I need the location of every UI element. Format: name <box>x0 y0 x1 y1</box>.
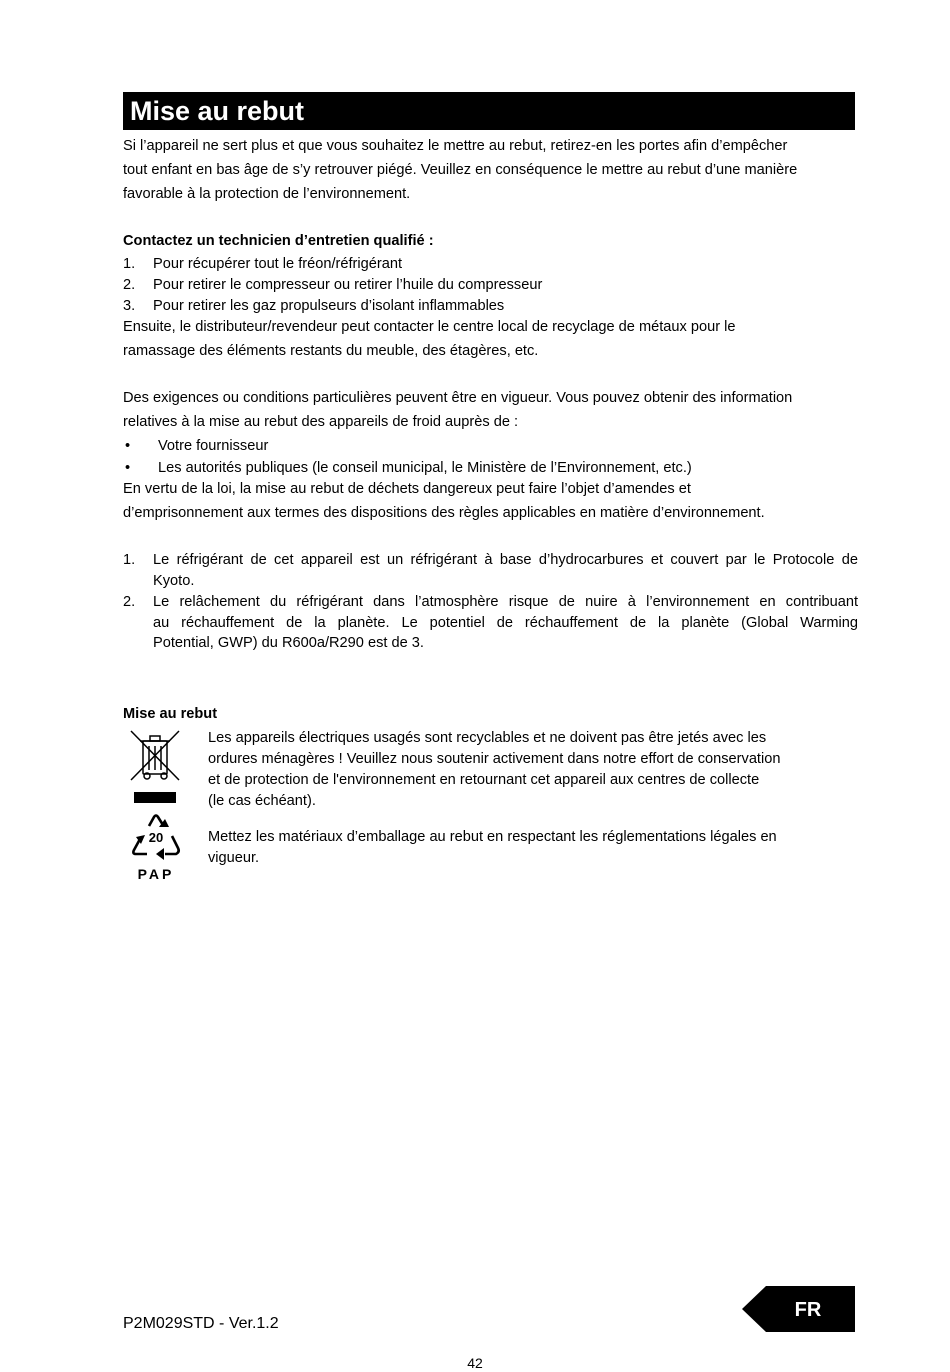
list-text: Pour retirer le compresseur ou retirer l’huile du compresseur <box>153 277 543 293</box>
list-line: Kyoto. <box>153 572 195 589</box>
list-number: 2. <box>123 277 136 293</box>
intro-line: Si l’appareil ne sert plus et que vous souhaitez le mettre au rebut, retirez-en les portes afin d’empêcher <box>123 138 788 154</box>
list-text: Pour retirer les gaz propulseurs d’isolant inflammables <box>153 298 505 314</box>
paragraph-line: Mettez les matériaux d’emballage au rebut en respectant les réglementations légales en <box>208 829 777 845</box>
requirements-paragraph <box>123 386 858 434</box>
contact-heading: Contactez un technicien d’entretien qualifié : <box>123 233 434 249</box>
bullet-text: Votre fournisseur <box>158 438 269 454</box>
list-line: Le réfrigérant de cet appareil est un réfrigérant à base d’hydrocarbures et couvert par le Protocole de <box>153 552 858 568</box>
paragraph-line: relatives à la mise au rebut des appareils de froid auprès de : <box>123 414 519 430</box>
list-text: Pour récupérer tout le fréon/réfrigérant <box>153 256 403 272</box>
disposal-heading: Mise au rebut <box>123 706 218 722</box>
list-line: Potential, GWP) du R600a/R290 est de 3. <box>153 635 424 651</box>
paragraph-line: ramassage des éléments restants du meuble, des étagères, etc. <box>123 343 539 359</box>
language-label: FR <box>794 1299 822 1321</box>
weee-paragraph <box>208 728 848 812</box>
bullet-text: Les autorités publiques (le conseil municipal, le Ministère de l’Environnement, etc.) <box>158 460 692 476</box>
bullet-icon: • <box>125 438 131 454</box>
list-text <box>153 550 858 591</box>
list-number: 3. <box>123 298 136 314</box>
document-code: P2M029STD - Ver.1.2 <box>123 1315 279 1332</box>
paragraph-line: (le cas échéant). <box>208 793 316 809</box>
refrigerant-list-item <box>123 550 858 592</box>
after-contact-paragraph <box>123 315 858 363</box>
packaging-paragraph <box>208 827 848 869</box>
paragraph-line: vigueur. <box>208 850 260 866</box>
intro-line: tout enfant en bas âge de s’y retrouver piégé. Veuillez en conséquence le mettre au rebut d’une manière <box>123 162 798 178</box>
list-number: 2. <box>123 594 136 610</box>
paragraph-line: ordures ménagères ! Veuillez nous soutenir activement dans notre effort de conservation <box>208 751 781 767</box>
intro-line: favorable à la protection de l’environnement. <box>123 186 411 202</box>
paragraph-line: Les appareils électriques usagés sont recyclables et ne doivent pas être jetés avec les <box>208 730 767 746</box>
page-number: 42 <box>467 1355 483 1371</box>
paragraph-line: Ensuite, le distributeur/revendeur peut contacter le centre local de recyclage de métaux pour le <box>123 319 736 335</box>
contact-list-item <box>123 296 858 317</box>
list-text <box>153 592 858 654</box>
refrigerant-list-item <box>123 592 858 654</box>
contact-list-item <box>123 254 858 275</box>
list-number: 1. <box>123 256 136 272</box>
paragraph-line: d’emprisonnement aux termes des dispositions des règles applicables en matière d’environnement. <box>123 505 765 521</box>
law-paragraph <box>123 477 858 525</box>
list-number: 1. <box>123 552 136 568</box>
paragraph-line: Des exigences ou conditions particulières peuvent être en vigueur. Vous pouvez obtenir des information <box>123 390 793 406</box>
recycle-label: PAP <box>137 866 175 882</box>
recycling-pap-icon <box>128 812 184 884</box>
paragraph-line: et de protection de l'environnement en retournant cet appareil aux centres de collecte <box>208 772 760 788</box>
bullet-item <box>123 435 858 457</box>
bullet-item <box>123 457 858 479</box>
list-line: Le relâchement du réfrigérant dans l’atmosphère risque de nuire à l’environnement en contribuant <box>153 594 858 610</box>
section-title: Mise au rebut <box>123 92 855 130</box>
list-line: au réchauffement de la planète. Le potentiel de réchauffement de la planète (Global Warming <box>153 614 858 631</box>
bullet-icon: • <box>125 460 131 476</box>
intro-paragraph <box>123 134 858 206</box>
paragraph-line: En vertu de la loi, la mise au rebut de déchets dangereux peut faire l’objet d’amendes et <box>123 481 691 497</box>
contact-list-item <box>123 275 858 296</box>
recycle-number: 20 <box>148 830 164 845</box>
weee-bin-icon <box>128 728 182 806</box>
